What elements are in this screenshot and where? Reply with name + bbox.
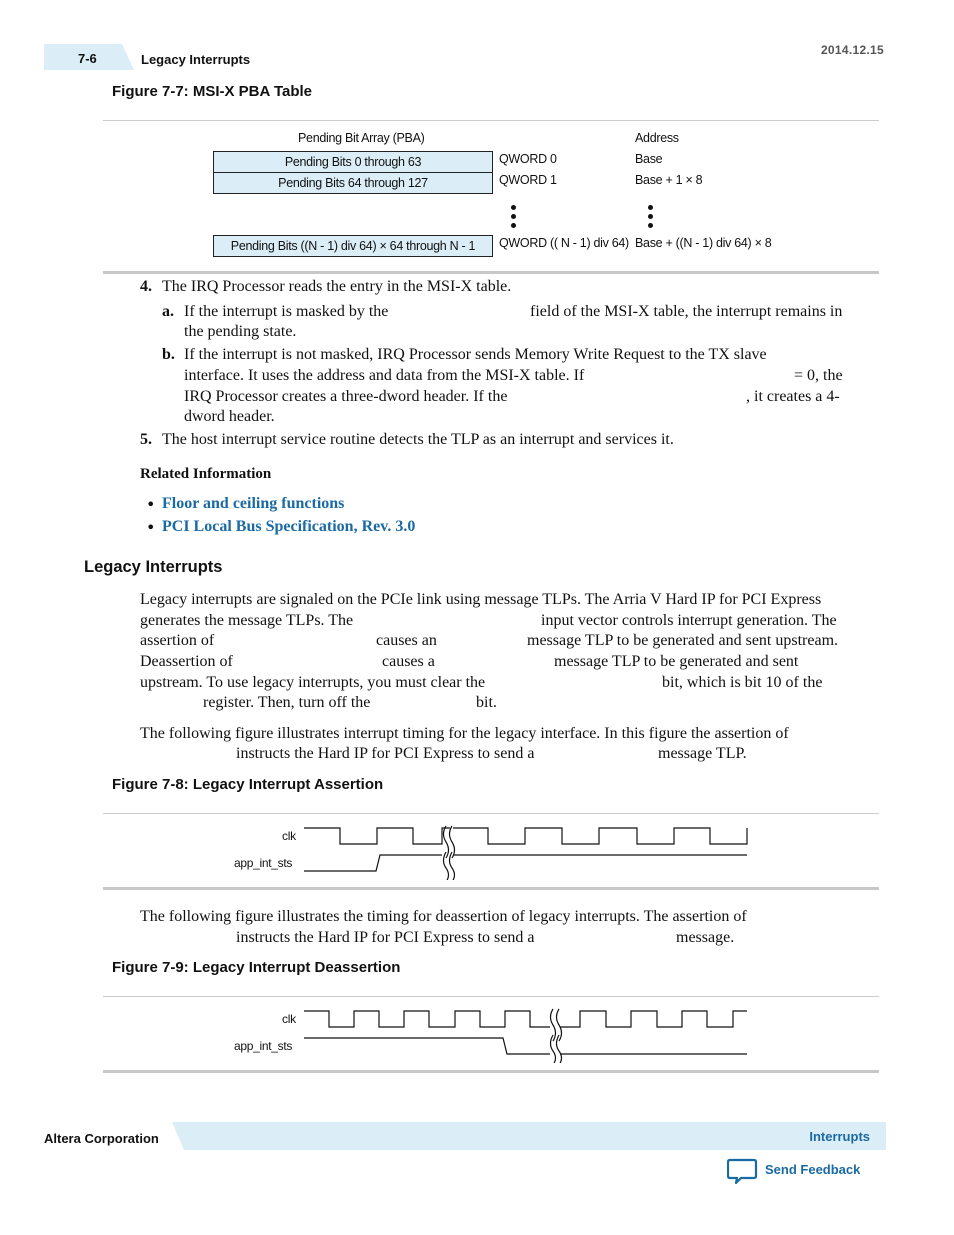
legacy-p3-line-2a: instructs the Hard IP for PCI Express to send a	[236, 929, 535, 946]
step-4a-label: a.	[162, 303, 174, 320]
legacy-p1-line-2a: generates the message TLPs. The	[140, 612, 354, 629]
step-4a-text-1a: If the interrupt is masked by the	[184, 303, 389, 320]
legacy-p1-line-3c: message TLP to be generated and sent upstream.	[527, 632, 839, 649]
legacy-p3-line-2b: message.	[676, 929, 735, 946]
step-5-text: The host interrupt service routine detects the TLP as an interrupt and services it.	[162, 431, 674, 448]
figure-bottom-rule	[103, 1070, 879, 1073]
link-pci-local-bus-spec[interactable]: PCI Local Bus Specification, Rev. 3.0	[162, 518, 416, 535]
figure-bottom-rule	[103, 887, 879, 890]
link-floor-ceiling[interactable]: Floor and ceiling functions	[162, 495, 345, 512]
step-4-number: 4.	[140, 278, 152, 295]
signal-label-app-int-sts: app_int_sts	[234, 856, 293, 870]
timing-diagram-assertion	[300, 820, 760, 880]
figure-7-8-caption: Figure 7-8: Legacy Interrupt Assertion	[112, 776, 384, 793]
step-4b-text-3a: IRQ Processor creates a three-dword header. If the	[184, 388, 508, 405]
send-feedback-link[interactable]: Send Feedback	[765, 1162, 861, 1177]
legacy-p2-line-2b: message TLP.	[658, 745, 747, 762]
legacy-p1-line-3a: assertion of	[140, 632, 215, 649]
step-5-number: 5.	[140, 431, 152, 448]
bullet-icon: •	[146, 518, 156, 537]
header-date: 2014.12.15	[820, 43, 884, 57]
legacy-p1-line-5b: bit, which is bit 10 of the	[662, 674, 823, 691]
footer-band	[172, 1122, 886, 1150]
address-row-0: Base	[635, 152, 663, 166]
legacy-p2-line-1: The following figure illustrates interrupt timing for the legacy interface. In this figure the assertion of	[140, 725, 789, 742]
legacy-p1-line-3b: causes an	[376, 632, 437, 649]
figure-top-rule	[103, 996, 879, 997]
step-4a-text-1b: field of the MSI-X table, the interrupt remains in	[530, 303, 843, 320]
legacy-p1-line-2b: input vector controls interrupt generation. The	[541, 612, 837, 629]
figure-7-9-caption: Figure 7-9: Legacy Interrupt Deassertion	[112, 959, 401, 976]
bullet-icon: •	[146, 495, 156, 514]
step-4b-text-4: dword header.	[184, 408, 275, 425]
figure-7-7-caption: Figure 7-7: MSI-X PBA Table	[112, 83, 313, 100]
step-4b-label: b.	[162, 346, 175, 363]
step-4b-text-1: If the interrupt is not masked, IRQ Processor sends Memory Write Request to the TX slave	[184, 346, 767, 363]
step-4-text: The IRQ Processor reads the entry in the MSI-X table.	[162, 278, 512, 295]
signal-label-app-int-sts: app_int_sts	[234, 1039, 293, 1053]
pba-column-header: Pending Bit Array (PBA)	[298, 131, 425, 145]
legacy-p1-line-4b: causes a	[382, 653, 435, 670]
qword-label-row-0: QWORD 0	[499, 152, 557, 166]
legacy-p1-line-5a: upstream. To use legacy interrupts, you must clear the	[140, 674, 486, 691]
figure-bottom-rule	[103, 271, 879, 274]
step-4b-text-2b: = 0, the	[794, 367, 843, 384]
legacy-p1-line-6b: bit.	[476, 694, 497, 711]
step-4a-text-2: the pending state.	[184, 323, 297, 340]
legacy-p2-line-2a: instructs the Hard IP for PCI Express to send a	[236, 745, 535, 762]
address-row-1: Base + 1 × 8	[635, 173, 703, 187]
address-column-header: Address	[635, 131, 679, 145]
pba-cell-last-row: Pending Bits ((N - 1) div 64) × 64 through N - 1	[213, 235, 493, 257]
timing-diagram-deassertion	[300, 1003, 760, 1063]
legacy-p1-line-1: Legacy interrupts are signaled on the PCIe link using message TLPs. The Arria V Hard IP for PCI Express	[140, 591, 822, 608]
figure-top-rule	[103, 120, 879, 121]
address-last-row: Base + ((N - 1) div 64) × 8	[635, 236, 772, 250]
figure-top-rule	[103, 813, 879, 814]
section-heading-legacy-interrupts: Legacy Interrupts	[84, 558, 223, 576]
feedback-icon[interactable]	[727, 1158, 759, 1190]
legacy-p3-line-1: The following figure illustrates the timing for deassertion of legacy interrupts. The assertion of	[140, 908, 747, 925]
related-information-title: Related Information	[140, 466, 272, 482]
page-number: 7-6	[78, 51, 97, 66]
qword-label-row-1: QWORD 1	[499, 173, 557, 187]
pba-cell-row-0: Pending Bits 0 through 63	[213, 151, 493, 173]
footer-section-link[interactable]: Interrupts	[809, 1129, 870, 1144]
qword-label-last-row: QWORD (( N - 1) div 64)	[499, 236, 629, 250]
legacy-p1-line-4a: Deassertion of	[140, 653, 233, 670]
header-section-title: Legacy Interrupts	[141, 52, 251, 67]
pba-cell-row-1: Pending Bits 64 through 127	[213, 172, 493, 194]
legacy-p1-line-6a: register. Then, turn off the	[203, 694, 371, 711]
signal-label-clk: clk	[282, 1012, 296, 1026]
legacy-p1-line-4c: message TLP to be generated and sent	[554, 653, 799, 670]
step-4b-text-3b: , it creates a 4-	[746, 388, 840, 405]
signal-label-clk: clk	[282, 829, 296, 843]
step-4b-text-2a: interface. It uses the address and data from the MSI-X table. If	[184, 367, 585, 384]
footer-corporation: Altera Corporation	[44, 1131, 159, 1146]
